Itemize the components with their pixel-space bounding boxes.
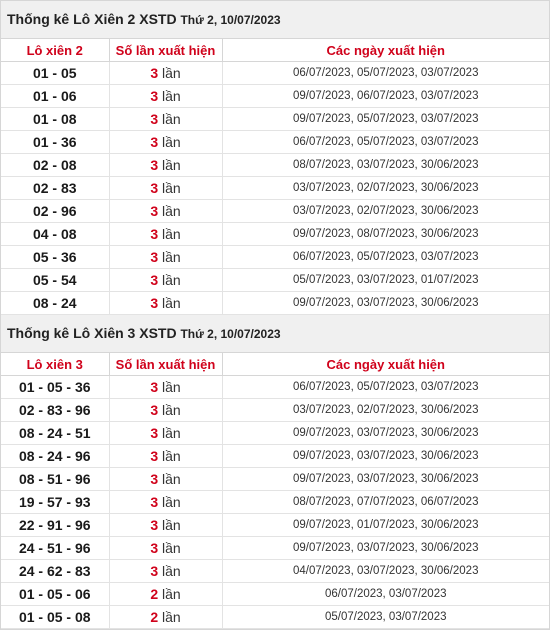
- lo-pair-cell: 02 - 96: [1, 200, 109, 223]
- table-row: [1, 108, 549, 131]
- section2-header-row: [1, 353, 549, 376]
- section1-title: [1, 1, 549, 39]
- lo-pair-cell: 04 - 08: [1, 223, 109, 246]
- dates-cell: 03/07/2023, 02/07/2023, 30/06/2023: [222, 177, 549, 200]
- count-unit: lần: [162, 65, 181, 81]
- table-row: [1, 537, 549, 560]
- count-unit: lần: [162, 402, 181, 418]
- lo-pair-cell: 19 - 57 - 93: [1, 491, 109, 514]
- count-unit: lần: [162, 249, 181, 265]
- table-row: [1, 514, 549, 537]
- table-row: [1, 223, 549, 246]
- count-number: 3: [150, 203, 159, 219]
- count-unit: lần: [162, 180, 181, 196]
- count-cell: [109, 246, 222, 269]
- count-unit: lần: [162, 448, 181, 464]
- table-row: [1, 376, 549, 399]
- count-unit: lần: [162, 586, 181, 602]
- count-cell: [109, 131, 222, 154]
- table-row: [1, 560, 549, 583]
- count-cell: [109, 62, 222, 85]
- count-unit: lần: [162, 379, 181, 395]
- count-number: 3: [150, 379, 159, 395]
- dates-cell: 08/07/2023, 07/07/2023, 06/07/2023: [222, 491, 549, 514]
- table-row: [1, 399, 549, 422]
- lo-pair-cell: 01 - 08: [1, 108, 109, 131]
- count-cell: [109, 399, 222, 422]
- count-number: 3: [150, 425, 159, 441]
- section2-table: [1, 353, 549, 629]
- dates-cell: 09/07/2023, 06/07/2023, 03/07/2023: [222, 85, 549, 108]
- count-number: 3: [150, 88, 159, 104]
- section1-table: [1, 39, 549, 315]
- lo-pair-cell: 08 - 24 - 51: [1, 422, 109, 445]
- count-number: 3: [150, 494, 159, 510]
- count-number: 3: [150, 157, 159, 173]
- col-header-dates: Các ngày xuất hiện: [222, 353, 549, 376]
- table-row: [1, 246, 549, 269]
- count-unit: lần: [162, 134, 181, 150]
- count-unit: lần: [162, 295, 181, 311]
- count-unit: lần: [162, 517, 181, 533]
- count-number: 3: [150, 540, 159, 556]
- dates-cell: 06/07/2023, 05/07/2023, 03/07/2023: [222, 131, 549, 154]
- count-cell: [109, 177, 222, 200]
- count-cell: [109, 108, 222, 131]
- count-cell: [109, 154, 222, 177]
- lo-pair-cell: 24 - 62 - 83: [1, 560, 109, 583]
- table-row: [1, 445, 549, 468]
- lo-pair-cell: 01 - 06: [1, 85, 109, 108]
- col-header-pair: Lô xiên 3: [1, 353, 109, 376]
- table-row: [1, 131, 549, 154]
- section2-title: [1, 315, 549, 353]
- table-row: [1, 468, 549, 491]
- dates-cell: 08/07/2023, 03/07/2023, 30/06/2023: [222, 154, 549, 177]
- count-unit: lần: [162, 425, 181, 441]
- count-number: 3: [150, 65, 159, 81]
- count-cell: [109, 292, 222, 315]
- count-cell: [109, 422, 222, 445]
- count-cell: [109, 491, 222, 514]
- count-cell: [109, 223, 222, 246]
- lo-pair-cell: 08 - 51 - 96: [1, 468, 109, 491]
- dates-cell: 09/07/2023, 03/07/2023, 30/06/2023: [222, 537, 549, 560]
- dates-cell: 04/07/2023, 03/07/2023, 30/06/2023: [222, 560, 549, 583]
- dates-cell: 09/07/2023, 08/07/2023, 30/06/2023: [222, 223, 549, 246]
- count-cell: [109, 560, 222, 583]
- count-number: 3: [150, 295, 159, 311]
- dates-cell: 09/07/2023, 03/07/2023, 30/06/2023: [222, 468, 549, 491]
- count-number: 3: [150, 517, 159, 533]
- dates-cell: 09/07/2023, 03/07/2023, 30/06/2023: [222, 292, 549, 315]
- table-row: [1, 269, 549, 292]
- lo-pair-cell: 01 - 36: [1, 131, 109, 154]
- section1-title-main: Thống kê Lô Xiên 2 XSTD: [7, 11, 177, 27]
- lo-pair-cell: 01 - 05 - 08: [1, 606, 109, 629]
- count-unit: lần: [162, 203, 181, 219]
- dates-cell: 05/07/2023, 03/07/2023, 01/07/2023: [222, 269, 549, 292]
- count-cell: [109, 468, 222, 491]
- count-unit: lần: [162, 563, 181, 579]
- count-number: 3: [150, 563, 159, 579]
- dates-cell: 09/07/2023, 03/07/2023, 30/06/2023: [222, 422, 549, 445]
- table-row: [1, 606, 549, 629]
- count-cell: [109, 606, 222, 629]
- table-row: [1, 292, 549, 315]
- table-row: [1, 62, 549, 85]
- count-unit: lần: [162, 471, 181, 487]
- count-number: 3: [150, 180, 159, 196]
- dates-cell: 06/07/2023, 05/07/2023, 03/07/2023: [222, 246, 549, 269]
- section1-header-row: [1, 39, 549, 62]
- count-number: 3: [150, 448, 159, 464]
- count-number: 3: [150, 226, 159, 242]
- section1-title-date: Thứ 2, 10/07/2023: [180, 13, 281, 27]
- count-unit: lần: [162, 111, 181, 127]
- section2-title-date: Thứ 2, 10/07/2023: [180, 327, 281, 341]
- dates-cell: 06/07/2023, 05/07/2023, 03/07/2023: [222, 62, 549, 85]
- count-unit: lần: [162, 272, 181, 288]
- lo-pair-cell: 02 - 83: [1, 177, 109, 200]
- col-header-dates: Các ngày xuất hiện: [222, 39, 549, 62]
- table-row: [1, 85, 549, 108]
- dates-cell: 09/07/2023, 01/07/2023, 30/06/2023: [222, 514, 549, 537]
- count-unit: lần: [162, 226, 181, 242]
- dates-cell: 05/07/2023, 03/07/2023: [222, 606, 549, 629]
- table-row: [1, 154, 549, 177]
- count-number: 3: [150, 402, 159, 418]
- count-number: 3: [150, 471, 159, 487]
- table-row: [1, 583, 549, 606]
- count-number: 3: [150, 111, 159, 127]
- dates-cell: 06/07/2023, 03/07/2023: [222, 583, 549, 606]
- count-cell: [109, 537, 222, 560]
- lo-pair-cell: 22 - 91 - 96: [1, 514, 109, 537]
- count-unit: lần: [162, 540, 181, 556]
- count-cell: [109, 514, 222, 537]
- count-unit: lần: [162, 609, 181, 625]
- count-number: 3: [150, 134, 159, 150]
- lo-pair-cell: 05 - 36: [1, 246, 109, 269]
- lo-pair-cell: 08 - 24 - 96: [1, 445, 109, 468]
- count-cell: [109, 200, 222, 223]
- table-row: [1, 177, 549, 200]
- lo-pair-cell: 08 - 24: [1, 292, 109, 315]
- lo-pair-cell: 01 - 05: [1, 62, 109, 85]
- dates-cell: 03/07/2023, 02/07/2023, 30/06/2023: [222, 399, 549, 422]
- col-header-count: Số lần xuất hiện: [109, 39, 222, 62]
- count-cell: [109, 85, 222, 108]
- col-header-count: Số lần xuất hiện: [109, 353, 222, 376]
- col-header-pair: Lô xiên 2: [1, 39, 109, 62]
- count-number: 3: [150, 272, 159, 288]
- count-cell: [109, 376, 222, 399]
- table-row: [1, 491, 549, 514]
- count-number: 2: [150, 586, 159, 602]
- count-cell: [109, 269, 222, 292]
- count-cell: [109, 583, 222, 606]
- dates-cell: 03/07/2023, 02/07/2023, 30/06/2023: [222, 200, 549, 223]
- count-cell: [109, 445, 222, 468]
- dates-cell: 06/07/2023, 05/07/2023, 03/07/2023: [222, 376, 549, 399]
- dates-cell: 09/07/2023, 03/07/2023, 30/06/2023: [222, 445, 549, 468]
- count-unit: lần: [162, 157, 181, 173]
- lo-pair-cell: 01 - 05 - 36: [1, 376, 109, 399]
- count-number: 2: [150, 609, 159, 625]
- lo-pair-cell: 02 - 83 - 96: [1, 399, 109, 422]
- lo-pair-cell: 02 - 08: [1, 154, 109, 177]
- count-unit: lần: [162, 88, 181, 104]
- section2-title-main: Thống kê Lô Xiên 3 XSTD: [7, 325, 177, 341]
- lo-pair-cell: 01 - 05 - 06: [1, 583, 109, 606]
- table-row: [1, 422, 549, 445]
- table-row: [1, 200, 549, 223]
- lo-pair-cell: 24 - 51 - 96: [1, 537, 109, 560]
- count-unit: lần: [162, 494, 181, 510]
- count-number: 3: [150, 249, 159, 265]
- lo-pair-cell: 05 - 54: [1, 269, 109, 292]
- dates-cell: 09/07/2023, 05/07/2023, 03/07/2023: [222, 108, 549, 131]
